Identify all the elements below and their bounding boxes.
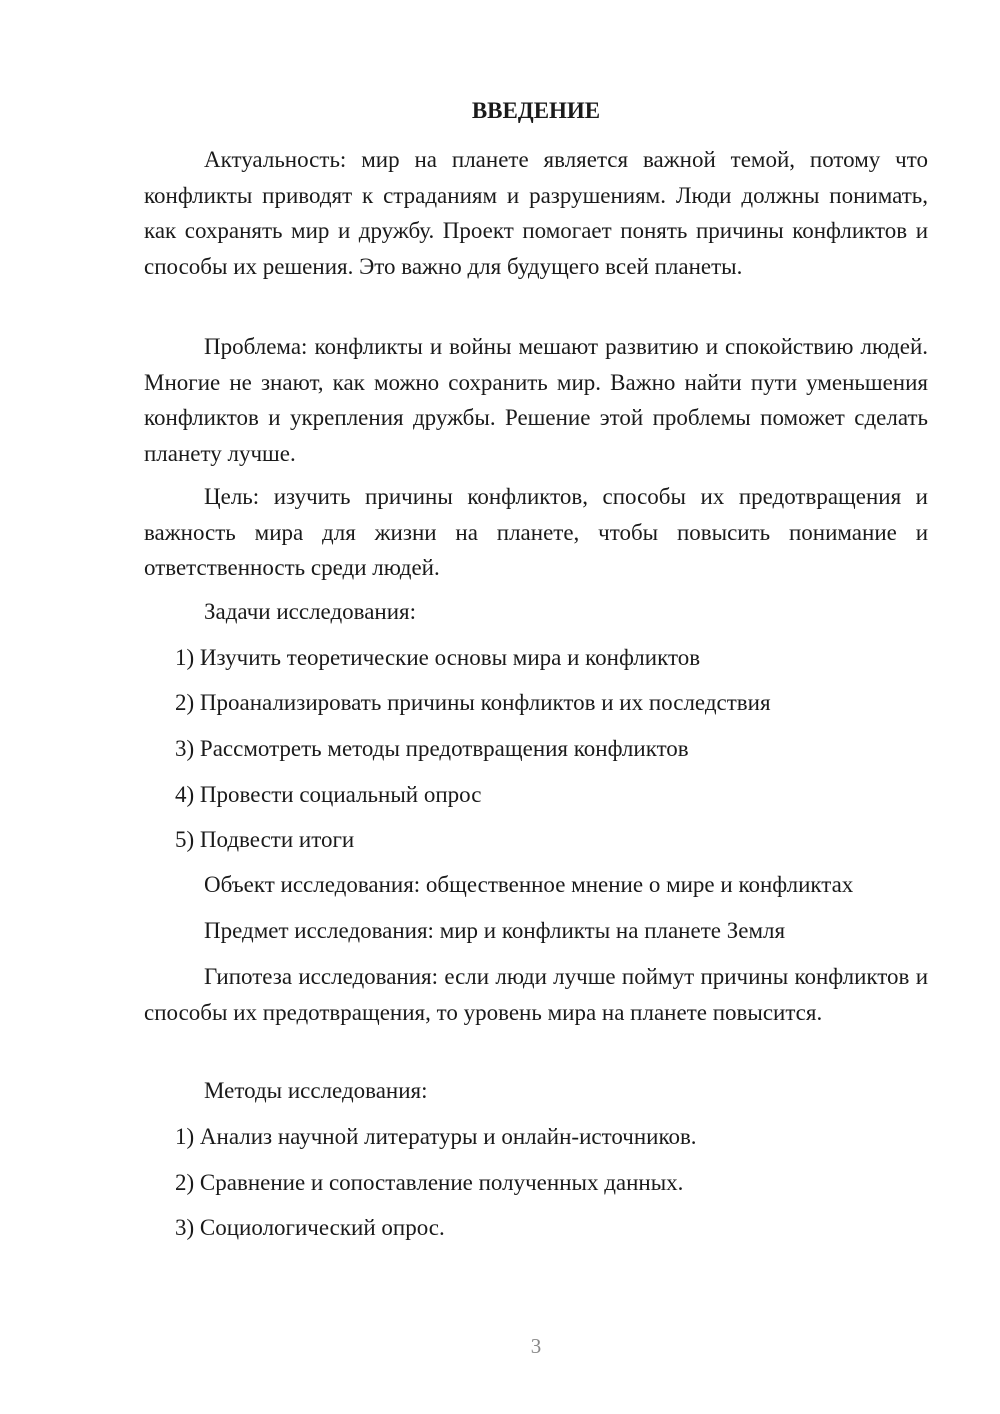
list-item: 2) Сравнение и сопоставление полученных данных.	[175, 1170, 684, 1195]
list-item: 4) Провести социальный опрос	[175, 782, 482, 807]
list-item: 3) Рассмотреть методы предотвращения конфликтов	[175, 736, 689, 761]
list-item: 2) Проанализировать причины конфликтов и их последствия	[175, 690, 771, 715]
goal-paragraph: Цель: изучить причины конфликтов, способы их предотвращения и важность мира для жизни на планете, чтобы повысить понимание и ответственность среди людей.	[144, 484, 928, 580]
hypothesis-paragraph: Гипотеза исследования: если люди лучше поймут причины конфликтов и способы их предотвращения, то уровень мира на планете повысится.	[144, 964, 928, 1025]
list-item: 1) Анализ научной литературы и онлайн-источников.	[175, 1124, 697, 1149]
methods-heading: Методы исследования:	[204, 1078, 428, 1103]
page-number: 3	[530, 1334, 542, 1358]
relevance-paragraph: Актуальность: мир на планете является важной темой, потому что конфликты приводят к страданиям и разрушениям. Люди должны понимать, как сохранять мир и дружбу. Проект помогает понять причины конфликтов и способы их решения. Это важно для будущего всей планеты.	[144, 147, 928, 279]
list-item: 5) Подвести итоги	[175, 827, 355, 852]
tasks-heading: Задачи исследования:	[204, 599, 417, 624]
list-item: 3) Социологический опрос.	[175, 1215, 445, 1240]
object-line: Объект исследования: общественное мнение о мире и конфликтах	[204, 872, 854, 897]
list-item: 1) Изучить теоретические основы мира и конфликтов	[175, 645, 701, 670]
section-title: ВВЕДЕНИЕ	[471, 98, 601, 123]
subject-line: Предмет исследования: мир и конфликты на планете Земля	[204, 918, 786, 943]
problem-paragraph: Проблема: конфликты и войны мешают развитию и спокойствию людей. Многие не знают, как можно сохранить мир. Важно найти пути уменьшения конфликтов и укрепления дружбы. Решение этой проблемы поможет сделать планету лучше.	[144, 334, 928, 466]
